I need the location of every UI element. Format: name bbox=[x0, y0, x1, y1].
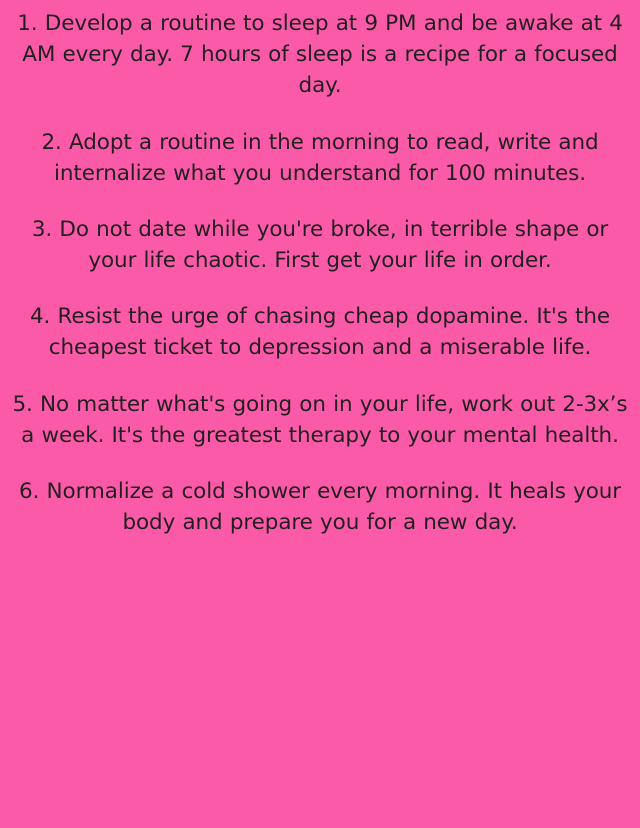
list-item: 1. Develop a routine to sleep at 9 PM and be awake at 4 AM every day. 7 hours of sleep is a recipe for a focused day. bbox=[17, 11, 623, 99]
list-item: 5. No matter what's going on in your life, work out 2-3x’s a week. It's the greatest therapy to your mental health. bbox=[12, 391, 628, 448]
list-item: 6. Normalize a cold shower every morning. It heals your body and prepare you for a new day. bbox=[18, 478, 622, 536]
list-item: 2. Adopt a routine in the morning to read, write and internalize what you understand for 100 minutes. bbox=[41, 129, 599, 186]
list-item: 3. Do not date while you're broke, in terrible shape or your life chaotic. First get your life in order. bbox=[31, 216, 609, 274]
list-item: 4. Resist the urge of chasing cheap dopamine. It's the cheapest ticket to depression and a miserable life. bbox=[29, 304, 611, 361]
